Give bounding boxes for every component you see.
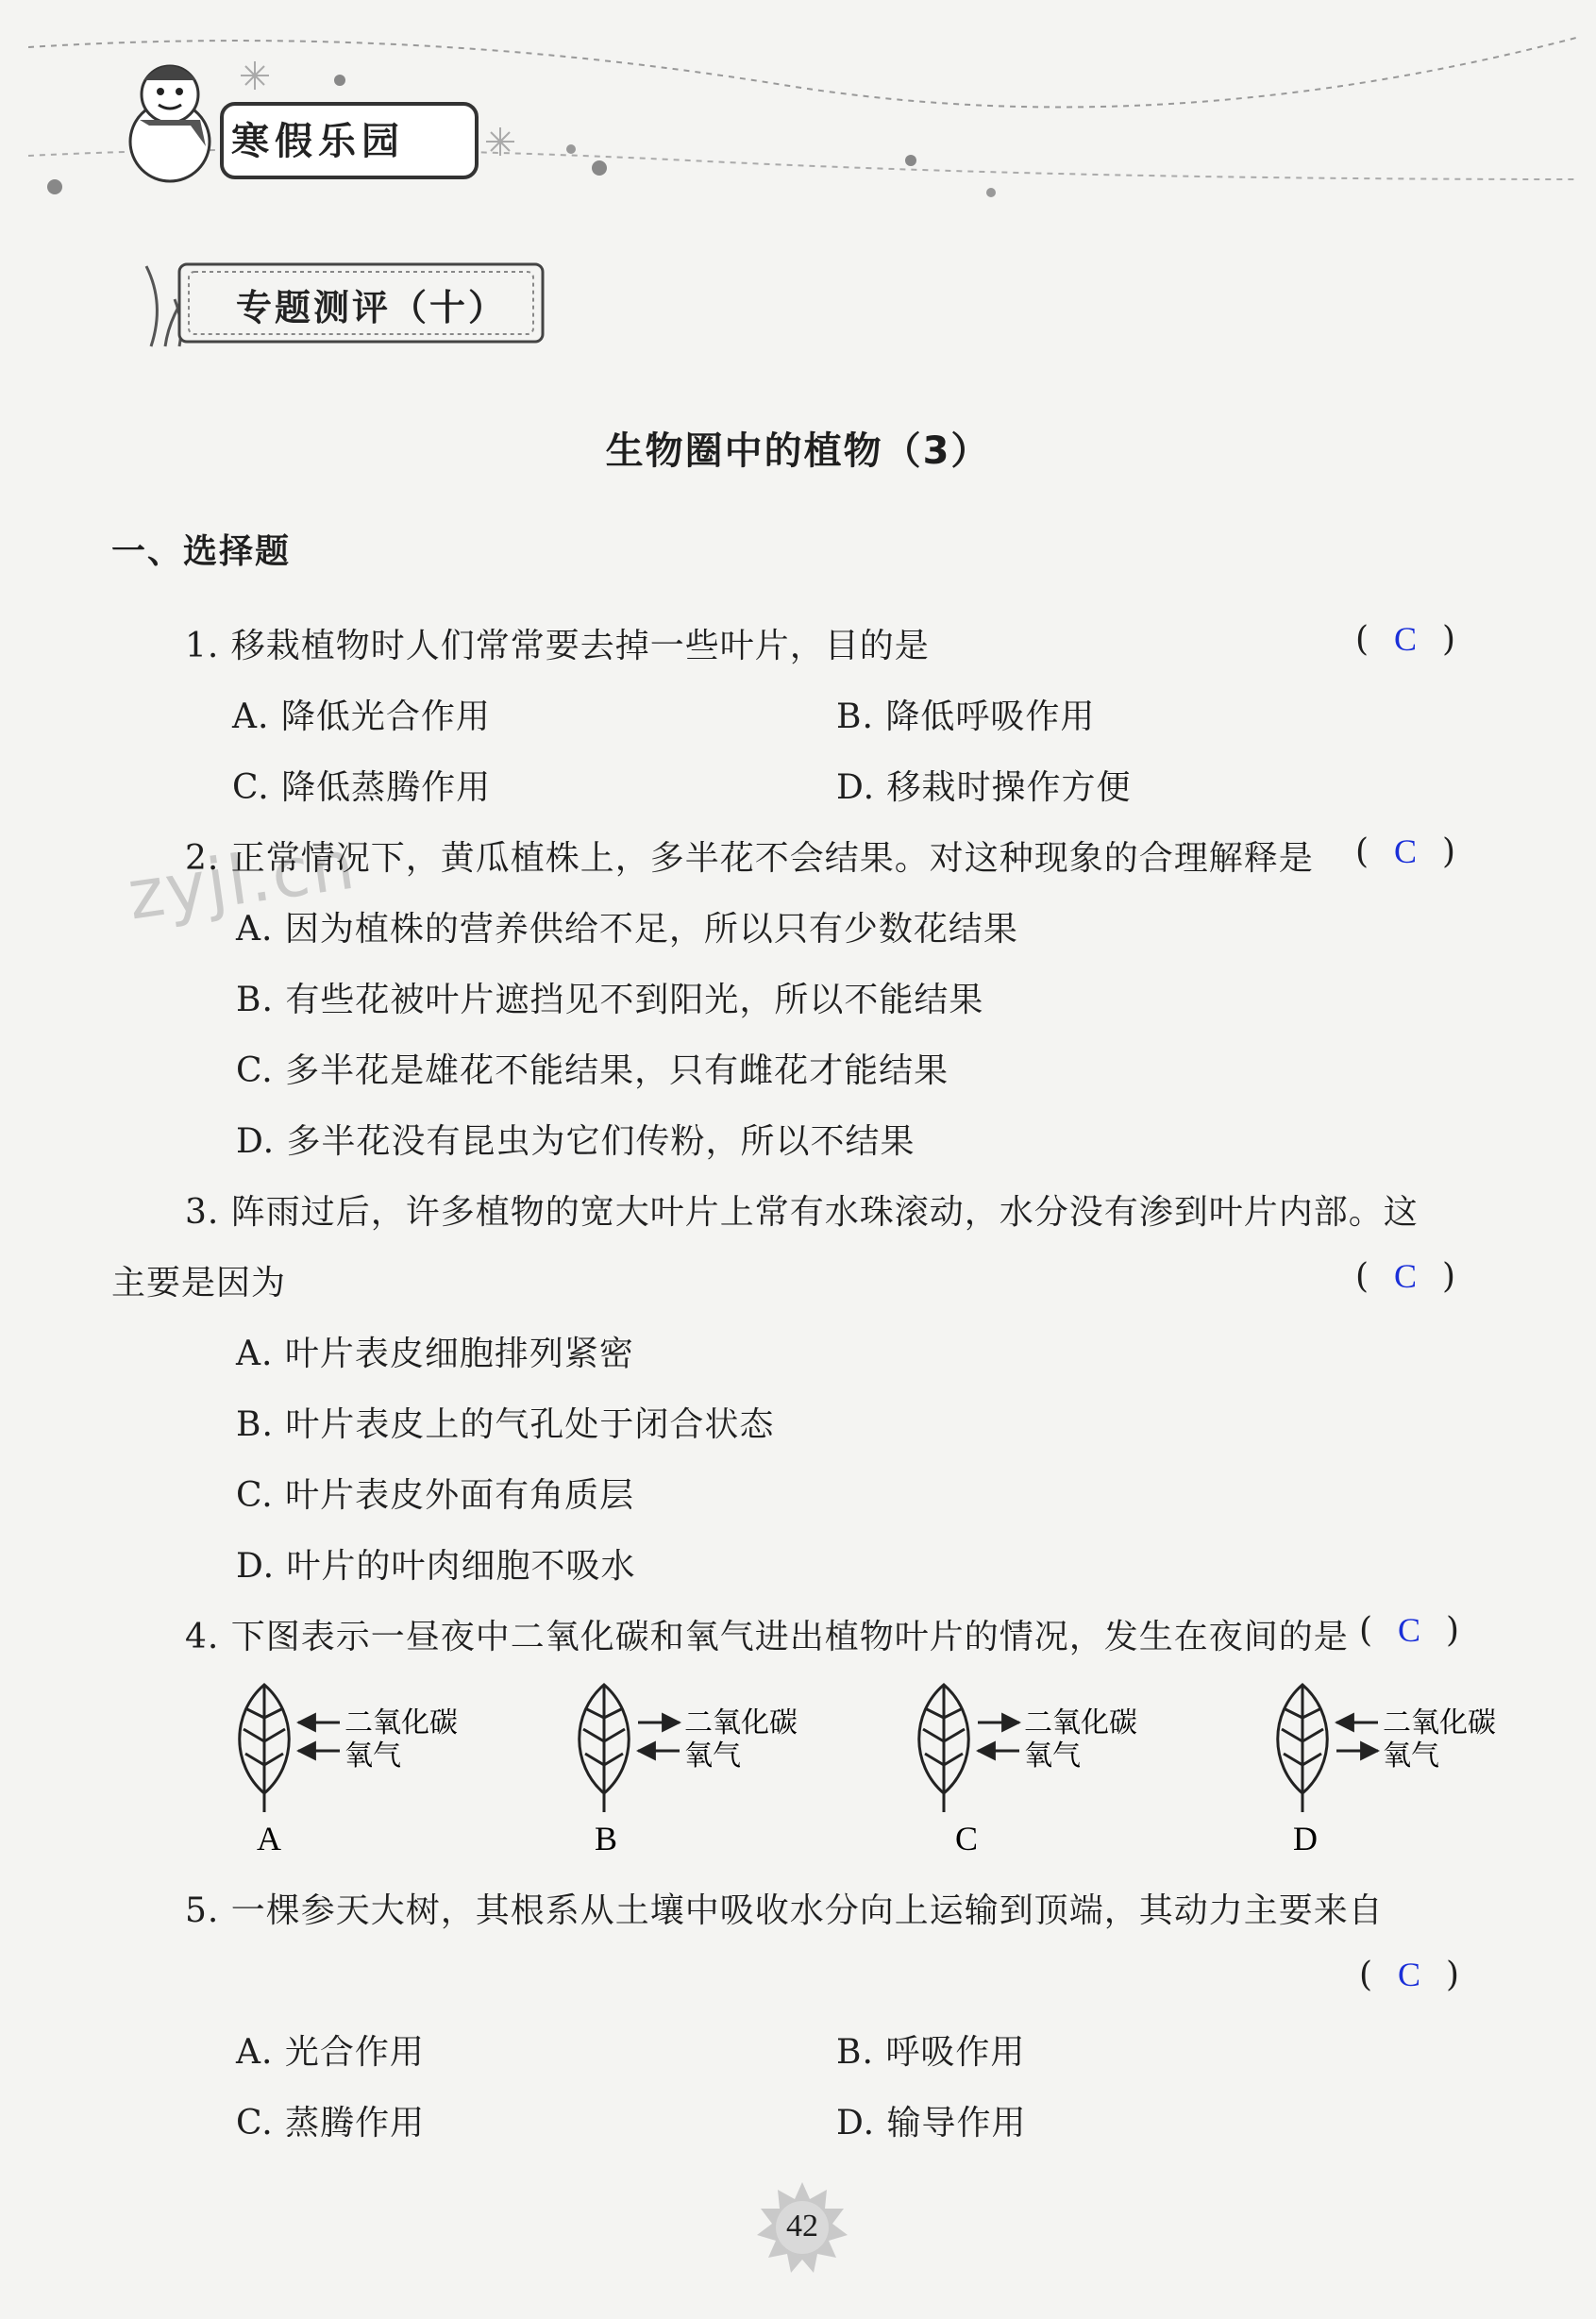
question-2-option-d: D. 多半花没有昆虫为它们传粉，所以不结果 [236, 1122, 916, 1161]
question-3-option-d: D. 叶片的叶肉细胞不吸水 [236, 1547, 636, 1586]
question-4-figure [217, 1671, 1538, 1859]
section-heading: 一、选择题 [111, 532, 292, 571]
question-4-answer: ( C ) [1359, 1611, 1460, 1650]
question-5-stem: 5. 一棵参天大树，其根系从土壤中吸收水分向上运输到顶端，其动力主要来自 [185, 1891, 1384, 1930]
figure-d-label: D [1293, 1820, 1318, 1857]
watermark: zyjl.cn [123, 824, 361, 935]
figure-b-o2-label: 氧气 [684, 1739, 741, 1773]
question-3-stem: 3. 阵雨过后，许多植物的宽大叶片上常有水珠滚动，水分没有渗到叶片内部。这 [185, 1193, 1419, 1232]
question-1-option-d: D. 移栽时操作方便 [836, 768, 1132, 807]
question-5-option-d: D. 输导作用 [836, 2104, 1027, 2143]
topic-badge-label: 专题测评（十） [236, 287, 508, 328]
page-number: 42 [786, 2209, 818, 2243]
question-4-stem: 4. 下图表示一昼夜中二氧化碳和氧气进出植物叶片的情况，发生在夜间的是 [185, 1618, 1349, 1656]
banner-title: 寒假乐园 [231, 120, 405, 163]
question-3-answer: ( C ) [1355, 1257, 1456, 1296]
question-2-answer: ( C ) [1355, 832, 1456, 871]
question-2-option-b: B. 有些花被叶片遮挡见不到阳光，所以不能结果 [236, 981, 984, 1019]
question-5-option-a: A. 光合作用 [236, 2033, 425, 2072]
question-3-option-b: B. 叶片表皮上的气孔处于闭合状态 [236, 1405, 775, 1444]
leaf-icon [580, 1685, 630, 1812]
leaf-icon [1278, 1685, 1328, 1812]
leaf-icon [919, 1685, 969, 1812]
figure-b-label: B [595, 1820, 618, 1857]
figure-c-co2-label: 二氧化碳 [1024, 1706, 1137, 1739]
snowman-icon [130, 66, 210, 181]
page-title: 生物圈中的植物（3） [605, 429, 991, 473]
question-1-answer: ( C ) [1355, 620, 1456, 659]
page-number-badge [755, 2180, 849, 2275]
question-5-option-c: C. 蒸腾作用 [236, 2104, 426, 2143]
figure-d-o2-label: 氧气 [1383, 1739, 1439, 1773]
question-3-stem-cont: 主要是因为 [111, 1264, 287, 1302]
question-5-answer: ( C ) [1359, 1956, 1460, 1994]
question-3-option-c: C. 叶片表皮外面有角质层 [236, 1476, 635, 1515]
figure-a-o2-label: 氧气 [344, 1739, 401, 1773]
figure-c-label: C [955, 1820, 979, 1857]
figure-a-label: A [257, 1820, 281, 1857]
leaf-icon [240, 1685, 290, 1812]
question-2-stem: 2. 正常情况下，黄瓜植株上，多半花不会结果。对这种现象的合理解释是 [185, 839, 1314, 878]
figure-c-o2-label: 氧气 [1024, 1739, 1081, 1773]
question-2-option-c: C. 多半花是雄花不能结果，只有雌花才能结果 [236, 1051, 949, 1090]
question-1-option-a: A. 降低光合作用 [232, 697, 491, 736]
question-2-option-a: A. 因为植株的营养供给不足，所以只有少数花结果 [236, 910, 1018, 949]
figure-b-co2-label: 二氧化碳 [684, 1706, 798, 1739]
question-1-stem: 1. 移栽植物时人们常常要去掉一些叶片，目的是 [185, 627, 930, 665]
figure-a-co2-label: 二氧化碳 [344, 1706, 458, 1739]
question-5-option-b: B. 呼吸作用 [836, 2033, 1026, 2072]
question-1-option-c: C. 降低蒸腾作用 [232, 768, 492, 807]
question-1-option-b: B. 降低呼吸作用 [836, 697, 1096, 736]
figure-d-co2-label: 二氧化碳 [1383, 1706, 1496, 1739]
question-3-option-a: A. 叶片表皮细胞排列紧密 [236, 1335, 634, 1373]
